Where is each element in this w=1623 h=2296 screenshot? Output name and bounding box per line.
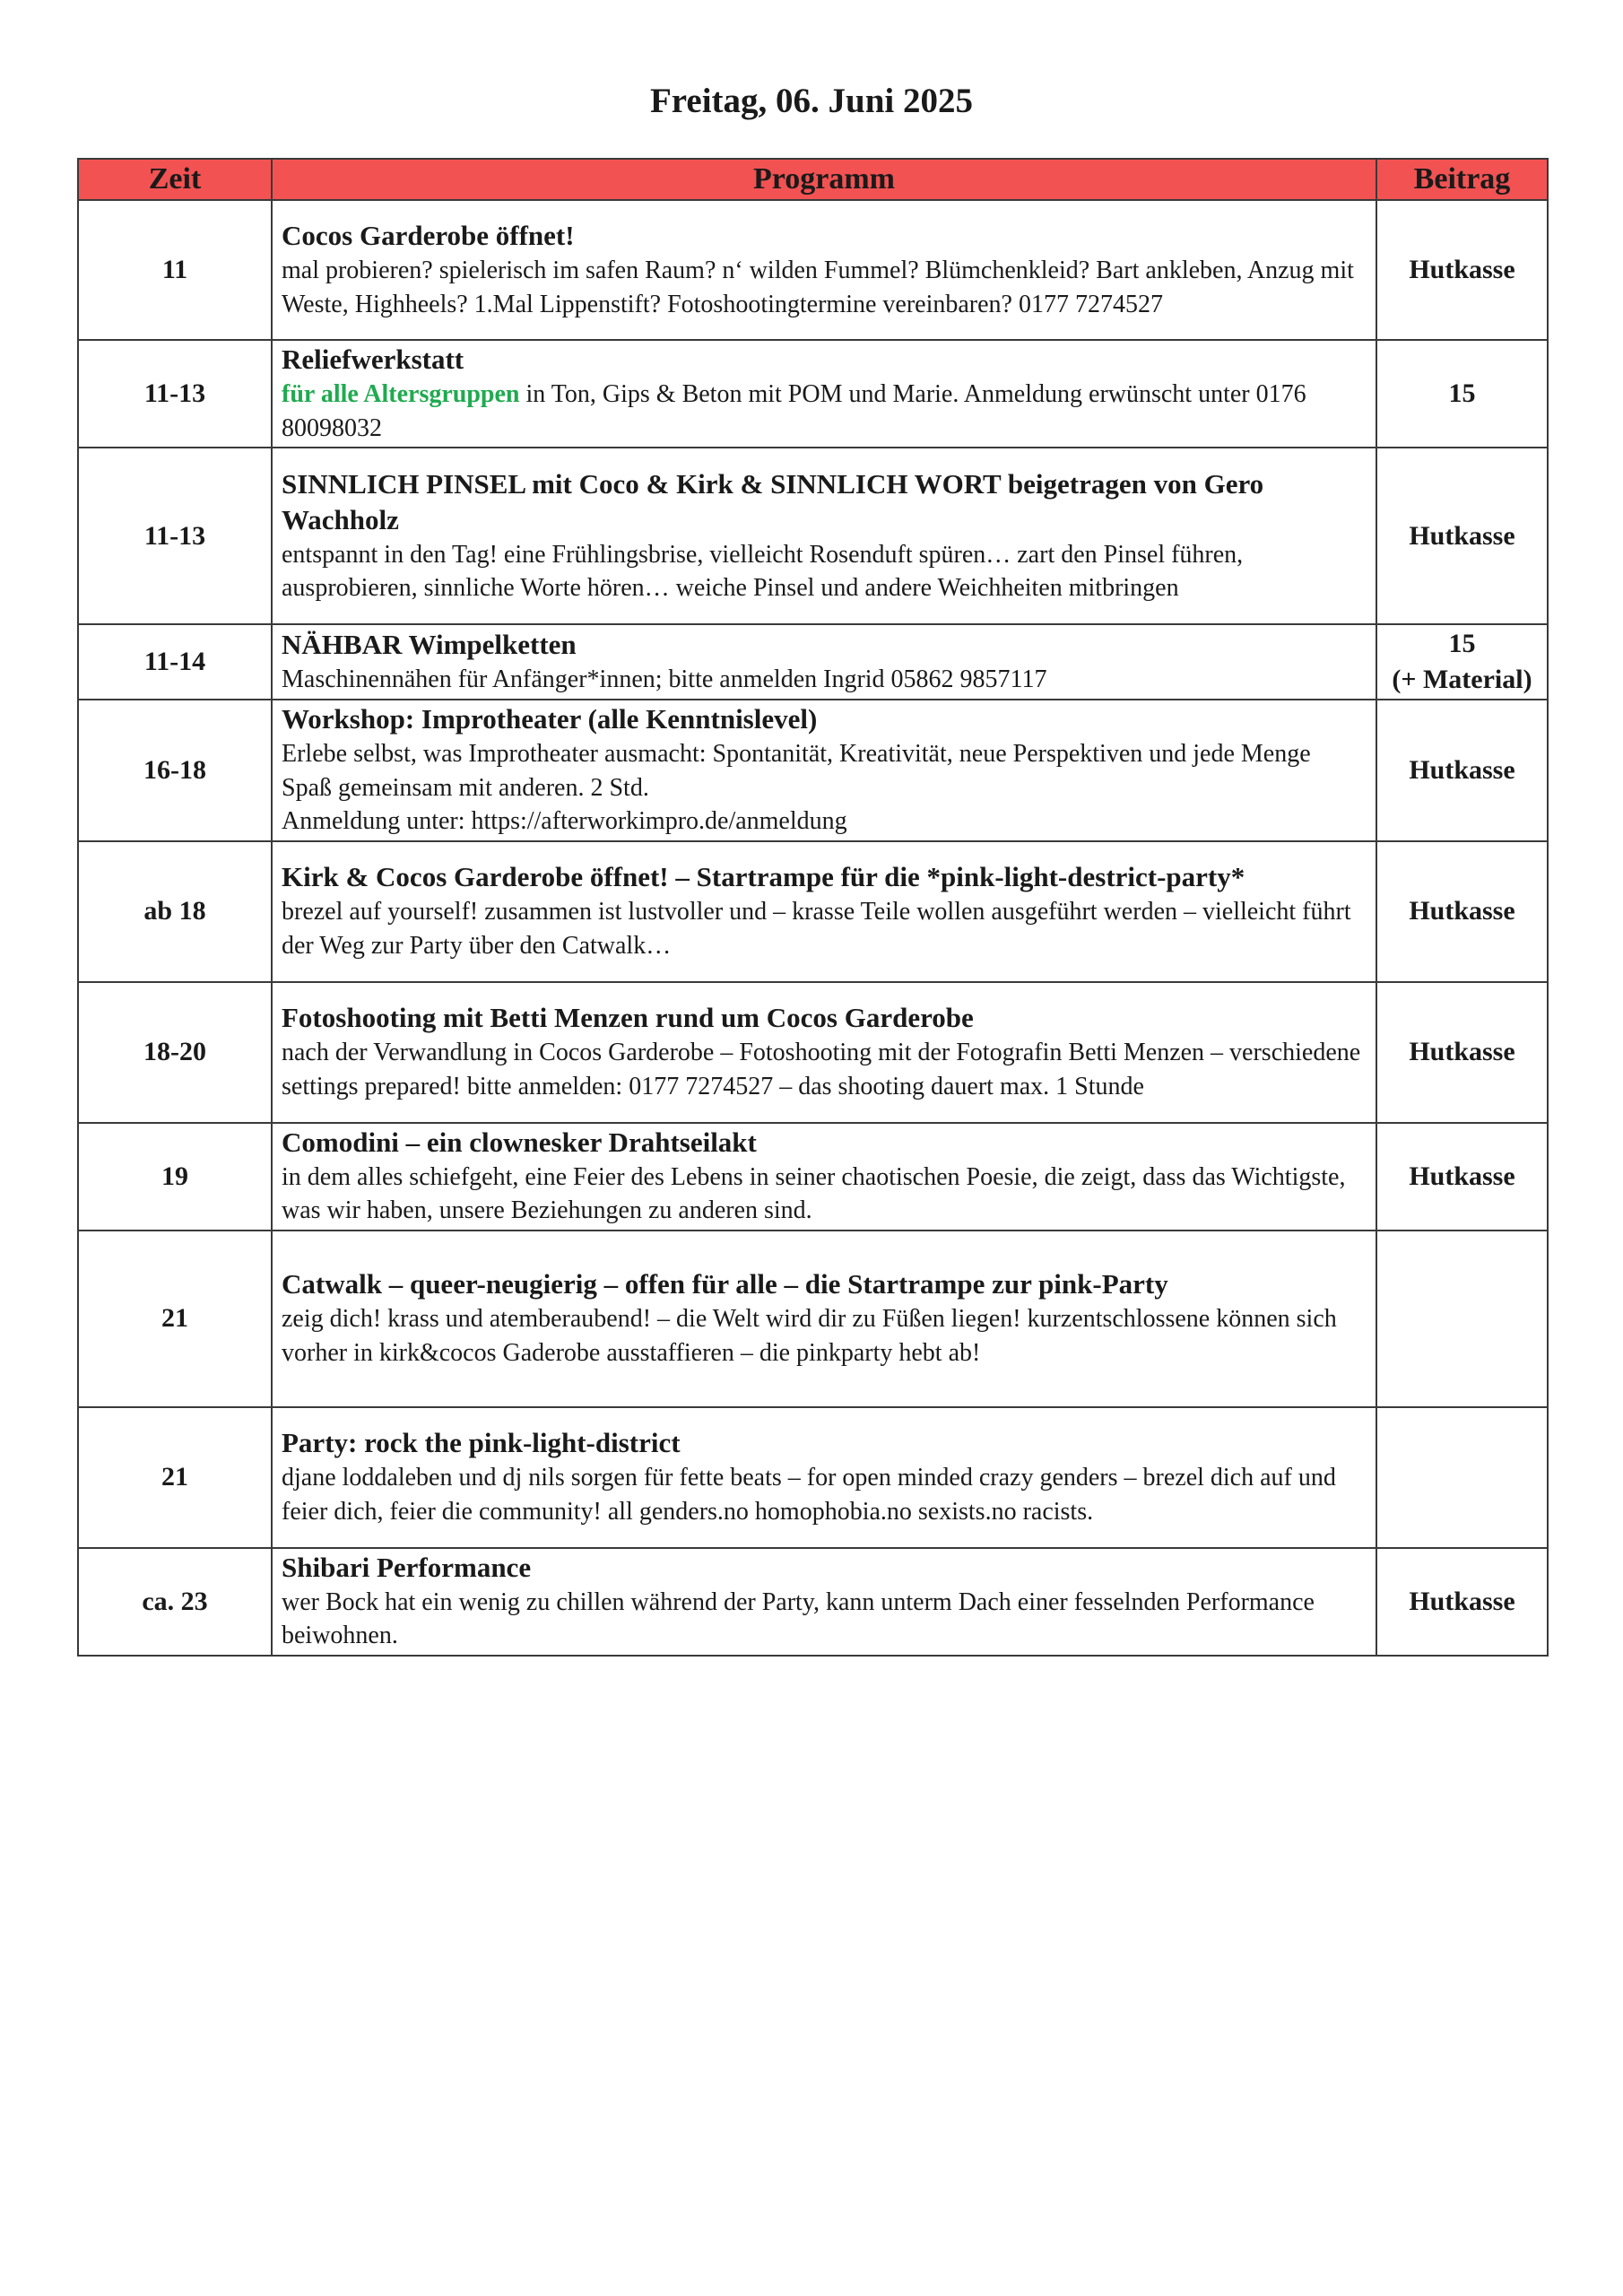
row-fee bbox=[1376, 624, 1548, 700]
row-description: Maschinennähen für Anfänger*innen; bitte anmelden Ingrid 05862 9857117 bbox=[282, 665, 1047, 693]
row-time: 16-18 bbox=[78, 700, 272, 841]
table-row bbox=[78, 1231, 1548, 1407]
row-description: Erlebe selbst, was Improtheater ausmacht: Spontanität, Kreativität, neue Perspektiven und jede Menge Spaß gemeinsam mit anderen. 2 Std. bbox=[282, 740, 1311, 802]
row-fee: Hutkasse bbox=[1376, 200, 1548, 340]
row-description bbox=[282, 378, 1367, 445]
row-description: entspannt in den Tag! eine Frühlingsbrise, vielleicht Rosenduft spüren… zart den Pinsel führen, ausprobieren, sinnliche Worte hören… weiche Pinsel und andere Weichheiten mitbringen bbox=[282, 540, 1244, 602]
row-fee: Hutkasse bbox=[1376, 982, 1548, 1123]
row-time: 19 bbox=[78, 1123, 272, 1231]
row-time: 11 bbox=[78, 200, 272, 340]
table-row bbox=[78, 1407, 1548, 1548]
row-title: NÄHBAR Wimpelketten bbox=[282, 628, 577, 660]
row-description: wer Bock hat ein wenig zu chillen während der Party, kann unterm Dach einer fesselnden Performance beiwohnen. bbox=[282, 1587, 1315, 1649]
row-fee bbox=[1376, 1407, 1548, 1548]
table-row bbox=[78, 982, 1548, 1123]
table-row bbox=[78, 700, 1548, 841]
row-time: 21 bbox=[78, 1231, 272, 1407]
row-program bbox=[272, 1407, 1376, 1548]
column-header-program: Programm bbox=[272, 159, 1376, 200]
row-time: 21 bbox=[78, 1407, 272, 1548]
row-title: Reliefwerkstatt bbox=[282, 344, 464, 375]
schedule-table bbox=[77, 158, 1549, 1657]
row-program bbox=[272, 448, 1376, 624]
row-program bbox=[272, 200, 1376, 340]
row-description: zeig dich! krass und atemberaubend! – die Welt wird dir zu Füßen liegen! kurzentschlossene können sich vorher in kirk&cocos Gaderobe ausstaffieren – die pinkparty hebt ab! bbox=[282, 1305, 1337, 1367]
row-fee-amount: 15 bbox=[1448, 629, 1476, 658]
row-title: Comodini – ein clownesker Drahtseilakt bbox=[282, 1126, 757, 1158]
table-row bbox=[78, 448, 1548, 624]
row-time: 11-14 bbox=[78, 624, 272, 700]
row-program bbox=[272, 340, 1376, 448]
row-title: Party: rock the pink-light-district bbox=[282, 1427, 681, 1458]
row-title: Workshop: Improtheater (alle Kenntnislevel) bbox=[282, 703, 818, 735]
row-fee-note: (+ Material) bbox=[1392, 665, 1532, 694]
row-description-text: in Ton, Gips & Beton mit POM und Marie. Anmeldung erwünscht unter 0176 80098032 bbox=[282, 380, 1306, 442]
row-title: Catwalk – queer-neugierig – offen für alle – die Startrampe zur pink-Party bbox=[282, 1268, 1168, 1300]
table-row bbox=[78, 841, 1548, 982]
row-fee: Hutkasse bbox=[1376, 1123, 1548, 1231]
column-header-fee: Beitrag bbox=[1376, 159, 1548, 200]
row-fee: Hutkasse bbox=[1376, 448, 1548, 624]
row-program bbox=[272, 1231, 1376, 1407]
row-title: SINNLICH PINSEL mit Coco & Kirk & SINNLICH WORT beigetragen von Gero Wachholz bbox=[282, 467, 1264, 535]
table-header-row bbox=[78, 159, 1548, 200]
page-title: Freitag, 06. Juni 2025 bbox=[649, 82, 974, 120]
row-time: ca. 23 bbox=[78, 1548, 272, 1656]
row-title: Kirk & Cocos Garderobe öffnet! – Startrampe für die *pink-light-destrict-party* bbox=[282, 861, 1245, 892]
row-time: ab 18 bbox=[78, 841, 272, 982]
row-description: brezel auf yourself! zusammen ist lustvoller und – krasse Teile wollen ausgeführt werden – vielleicht führt der Weg zur Party über den Catwalk… bbox=[282, 898, 1351, 960]
row-signup-link[interactable]: Anmeldung unter: https://afterworkimpro.de/anmeldung bbox=[282, 807, 847, 835]
table-row bbox=[78, 200, 1548, 340]
table-row bbox=[78, 1123, 1548, 1231]
row-program bbox=[272, 624, 1376, 700]
row-program bbox=[272, 1548, 1376, 1656]
row-title: Fotoshooting mit Betti Menzen rund um Cocos Garderobe bbox=[282, 1002, 974, 1033]
row-time: 11-13 bbox=[78, 340, 272, 448]
row-description-highlight: für alle Altersgruppen bbox=[282, 380, 520, 408]
row-program bbox=[272, 700, 1376, 841]
row-description: mal probieren? spielerisch im safen Raum? n‘ wilden Fummel? Blümchenkleid? Bart ankleben, Anzug mit Weste, Highheels? 1.Mal Lippenstift? Fotoshootingtermine vereinbaren? 0177 7274527 bbox=[282, 257, 1354, 318]
row-description: djane loddaleben und dj nils sorgen für fette beats – for open minded crazy genders – brezel dich auf und feier dich, feier die community! all genders.no homophobia.no sexists.no racists. bbox=[282, 1464, 1336, 1526]
row-fee: 15 bbox=[1376, 340, 1548, 448]
row-title: Shibari Performance bbox=[282, 1551, 532, 1583]
row-title: Cocos Garderobe öffnet! bbox=[282, 220, 575, 251]
row-fee: Hutkasse bbox=[1376, 1548, 1548, 1656]
row-time: 18-20 bbox=[78, 982, 272, 1123]
row-fee bbox=[1376, 1231, 1548, 1407]
table-row bbox=[78, 624, 1548, 700]
row-program bbox=[272, 982, 1376, 1123]
table-row bbox=[78, 340, 1548, 448]
row-fee: Hutkasse bbox=[1376, 841, 1548, 982]
row-program bbox=[272, 1123, 1376, 1231]
row-program bbox=[272, 841, 1376, 982]
row-time: 11-13 bbox=[78, 448, 272, 624]
row-description: nach der Verwandlung in Cocos Garderobe – Fotoshooting mit der Fotografin Betti Menzen – verschiedene settings prepared! bitte anmelden: 0177 7274527 – das shooting dauert max. 1 Stunde bbox=[282, 1039, 1361, 1100]
table-row bbox=[78, 1548, 1548, 1656]
row-fee: Hutkasse bbox=[1376, 700, 1548, 841]
column-header-time: Zeit bbox=[78, 159, 272, 200]
row-description: in dem alles schiefgeht, eine Feier des Lebens in seiner chaotischen Poesie, die zeigt, dass das Wichtigste, was wir haben, unsere Beziehungen zu anderen sind. bbox=[282, 1162, 1346, 1224]
